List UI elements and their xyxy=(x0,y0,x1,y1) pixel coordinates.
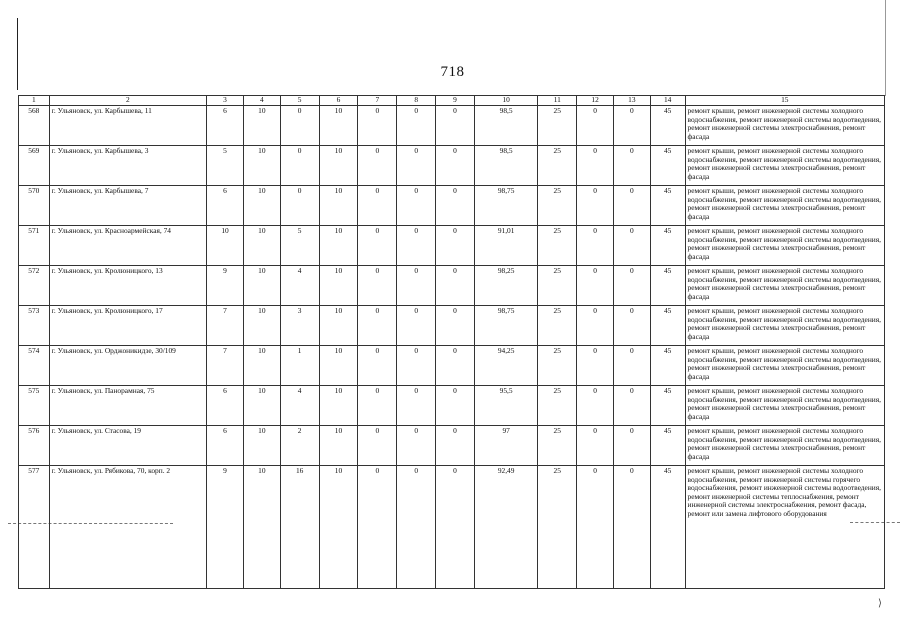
works-cell: ремонт крыши, ремонт инженерной системы холодного водоснабжения, ремонт инженерной системы водоотведения, ремонт инженерной системы электроснабжения, ремонт фасада xyxy=(685,346,884,386)
col7-cell: 0 xyxy=(358,146,397,186)
col14-cell: 45 xyxy=(650,466,685,589)
col12-cell: 0 xyxy=(577,146,614,186)
col8-cell: 0 xyxy=(397,266,436,306)
col12-cell: 0 xyxy=(577,346,614,386)
col13-cell: 0 xyxy=(613,426,650,466)
table-row xyxy=(19,466,885,589)
col8-cell: 0 xyxy=(397,306,436,346)
col6-cell: 10 xyxy=(319,146,358,186)
col8-cell: 0 xyxy=(397,186,436,226)
col7-cell: 0 xyxy=(358,386,397,426)
col14-cell: 45 xyxy=(650,266,685,306)
col13-cell: 0 xyxy=(613,386,650,426)
col4-cell: 10 xyxy=(243,346,280,386)
row-number-cell: 574 xyxy=(19,346,50,386)
col10-cell: 98,75 xyxy=(474,186,537,226)
col4-cell: 10 xyxy=(243,226,280,266)
address-cell: г. Ульяновск, ул. Рябикова, 70, корп. 2 xyxy=(49,466,206,589)
header-cell: 1 xyxy=(19,96,50,106)
works-cell: ремонт крыши, ремонт инженерной системы холодного водоснабжения, ремонт инженерной системы водоотведения, ремонт инженерной системы электроснабжения, ремонт фасада xyxy=(685,106,884,146)
col5-cell: 0 xyxy=(280,146,319,186)
works-cell: ремонт крыши, ремонт инженерной системы холодного водоснабжения, ремонт инженерной системы водоотведения, ремонт инженерной системы электроснабжения, ремонт фасада xyxy=(685,186,884,226)
col11-cell: 25 xyxy=(538,226,577,266)
row-number-cell: 575 xyxy=(19,386,50,426)
col9-cell: 0 xyxy=(436,466,475,589)
header-cell: 10 xyxy=(474,96,537,106)
col8-cell: 0 xyxy=(397,426,436,466)
col3-cell: 7 xyxy=(207,306,244,346)
col9-cell: 0 xyxy=(436,346,475,386)
address-cell: г. Ульяновск, ул. Кролюницкого, 17 xyxy=(49,306,206,346)
col9-cell: 0 xyxy=(436,426,475,466)
address-cell: г. Ульяновск, ул. Панорамная, 75 xyxy=(49,386,206,426)
col3-cell: 6 xyxy=(207,426,244,466)
col10-cell: 98,5 xyxy=(474,146,537,186)
col12-cell: 0 xyxy=(577,186,614,226)
col14-cell: 45 xyxy=(650,426,685,466)
scan-mark-corner: ⟩ xyxy=(878,598,882,609)
row-number-cell: 571 xyxy=(19,226,50,266)
col9-cell: 0 xyxy=(436,106,475,146)
col7-cell: 0 xyxy=(358,466,397,589)
col3-cell: 9 xyxy=(207,466,244,589)
col14-cell: 45 xyxy=(650,226,685,266)
col10-cell: 94,25 xyxy=(474,346,537,386)
col12-cell: 0 xyxy=(577,466,614,589)
header-cell: 9 xyxy=(436,96,475,106)
col5-cell: 2 xyxy=(280,426,319,466)
header-cell: 8 xyxy=(397,96,436,106)
col8-cell: 0 xyxy=(397,226,436,266)
col13-cell: 0 xyxy=(613,466,650,589)
col12-cell: 0 xyxy=(577,266,614,306)
col8-cell: 0 xyxy=(397,346,436,386)
col4-cell: 10 xyxy=(243,386,280,426)
col6-cell: 10 xyxy=(319,346,358,386)
col7-cell: 0 xyxy=(358,266,397,306)
col12-cell: 0 xyxy=(577,226,614,266)
address-cell: г. Ульяновск, ул. Кролюницкого, 13 xyxy=(49,266,206,306)
col7-cell: 0 xyxy=(358,106,397,146)
col3-cell: 6 xyxy=(207,186,244,226)
repair-register-table xyxy=(18,95,885,589)
col8-cell: 0 xyxy=(397,106,436,146)
row-number-cell: 569 xyxy=(19,146,50,186)
col4-cell: 10 xyxy=(243,106,280,146)
col7-cell: 0 xyxy=(358,226,397,266)
col10-cell: 98,5 xyxy=(474,106,537,146)
col9-cell: 0 xyxy=(436,266,475,306)
header-cell: 13 xyxy=(613,96,650,106)
address-cell: г. Ульяновск, ул. Орджоникидзе, 30/109 xyxy=(49,346,206,386)
col6-cell: 10 xyxy=(319,106,358,146)
col9-cell: 0 xyxy=(436,386,475,426)
col13-cell: 0 xyxy=(613,106,650,146)
col14-cell: 45 xyxy=(650,106,685,146)
works-cell: ремонт крыши, ремонт инженерной системы холодного водоснабжения, ремонт инженерной системы водоотведения, ремонт инженерной системы электроснабжения, ремонт фасада xyxy=(685,306,884,346)
col13-cell: 0 xyxy=(613,146,650,186)
address-cell: г. Ульяновск, ул. Карбышева, 3 xyxy=(49,146,206,186)
col14-cell: 45 xyxy=(650,346,685,386)
col4-cell: 10 xyxy=(243,146,280,186)
col3-cell: 7 xyxy=(207,346,244,386)
col7-cell: 0 xyxy=(358,186,397,226)
table-row xyxy=(19,266,885,306)
header-cell: 15 xyxy=(685,96,884,106)
col4-cell: 10 xyxy=(243,266,280,306)
table-row xyxy=(19,146,885,186)
col9-cell: 0 xyxy=(436,146,475,186)
col5-cell: 3 xyxy=(280,306,319,346)
col4-cell: 10 xyxy=(243,466,280,589)
works-cell: ремонт крыши, ремонт инженерной системы холодного водоснабжения, ремонт инженерной системы водоотведения, ремонт инженерной системы электроснабжения, ремонт фасада xyxy=(685,146,884,186)
header-cell: 7 xyxy=(358,96,397,106)
col9-cell: 0 xyxy=(436,306,475,346)
col6-cell: 10 xyxy=(319,226,358,266)
col14-cell: 45 xyxy=(650,306,685,346)
col7-cell: 0 xyxy=(358,426,397,466)
header-row xyxy=(19,96,885,106)
scan-border-right xyxy=(885,0,886,96)
address-cell: г. Ульяновск, ул. Красноармейская, 74 xyxy=(49,226,206,266)
col11-cell: 25 xyxy=(538,186,577,226)
col6-cell: 10 xyxy=(319,186,358,226)
col6-cell: 10 xyxy=(319,466,358,589)
col5-cell: 0 xyxy=(280,186,319,226)
col10-cell: 91,01 xyxy=(474,226,537,266)
table-row xyxy=(19,426,885,466)
col5-cell: 4 xyxy=(280,266,319,306)
col6-cell: 10 xyxy=(319,426,358,466)
row-number-cell: 572 xyxy=(19,266,50,306)
col13-cell: 0 xyxy=(613,346,650,386)
col5-cell: 0 xyxy=(280,106,319,146)
table-row xyxy=(19,346,885,386)
table-row xyxy=(19,106,885,146)
row-number-cell: 576 xyxy=(19,426,50,466)
table-row xyxy=(19,226,885,266)
col10-cell: 98,25 xyxy=(474,266,537,306)
works-cell: ремонт крыши, ремонт инженерной системы холодного водоснабжения, ремонт инженерной системы горячего водоснабжения, ремонт инженерной системы водоотведения, ремонт инженерной системы теплоснабжения, ремонт инженерной системы электроснабжения, ремонт фасада, ремонт или замена лифтового оборудования xyxy=(685,466,884,589)
col3-cell: 5 xyxy=(207,146,244,186)
col11-cell: 25 xyxy=(538,306,577,346)
header-cell: 5 xyxy=(280,96,319,106)
header-cell: 3 xyxy=(207,96,244,106)
row-number-cell: 568 xyxy=(19,106,50,146)
col4-cell: 10 xyxy=(243,186,280,226)
col14-cell: 45 xyxy=(650,386,685,426)
col3-cell: 10 xyxy=(207,226,244,266)
col10-cell: 95,5 xyxy=(474,386,537,426)
col6-cell: 10 xyxy=(319,266,358,306)
col5-cell: 1 xyxy=(280,346,319,386)
col4-cell: 10 xyxy=(243,306,280,346)
col12-cell: 0 xyxy=(577,386,614,426)
row-number-cell: 573 xyxy=(19,306,50,346)
address-cell: г. Ульяновск, ул. Стасова, 19 xyxy=(49,426,206,466)
col5-cell: 16 xyxy=(280,466,319,589)
col13-cell: 0 xyxy=(613,266,650,306)
header-cell: 6 xyxy=(319,96,358,106)
header-cell: 14 xyxy=(650,96,685,106)
table-row xyxy=(19,186,885,226)
address-cell: г. Ульяновск, ул. Карбышева, 11 xyxy=(49,106,206,146)
col14-cell: 45 xyxy=(650,186,685,226)
col5-cell: 5 xyxy=(280,226,319,266)
col14-cell: 45 xyxy=(650,146,685,186)
col3-cell: 6 xyxy=(207,386,244,426)
col11-cell: 25 xyxy=(538,466,577,589)
table-row xyxy=(19,306,885,346)
col6-cell: 10 xyxy=(319,306,358,346)
col11-cell: 25 xyxy=(538,106,577,146)
col13-cell: 0 xyxy=(613,186,650,226)
works-cell: ремонт крыши, ремонт инженерной системы холодного водоснабжения, ремонт инженерной системы водоотведения, ремонт инженерной системы электроснабжения, ремонт фасада xyxy=(685,386,884,426)
col6-cell: 10 xyxy=(319,386,358,426)
col8-cell: 0 xyxy=(397,386,436,426)
table-row xyxy=(19,386,885,426)
col3-cell: 6 xyxy=(207,106,244,146)
works-cell: ремонт крыши, ремонт инженерной системы холодного водоснабжения, ремонт инженерной системы водоотведения, ремонт инженерной системы электроснабжения, ремонт фасада xyxy=(685,226,884,266)
works-cell: ремонт крыши, ремонт инженерной системы холодного водоснабжения, ремонт инженерной системы водоотведения, ремонт инженерной системы электроснабжения, ремонт фасада xyxy=(685,266,884,306)
col8-cell: 0 xyxy=(397,146,436,186)
row-number-cell: 570 xyxy=(19,186,50,226)
col8-cell: 0 xyxy=(397,466,436,589)
col12-cell: 0 xyxy=(577,106,614,146)
col7-cell: 0 xyxy=(358,306,397,346)
col9-cell: 0 xyxy=(436,186,475,226)
table-body xyxy=(19,96,885,589)
col10-cell: 98,75 xyxy=(474,306,537,346)
address-cell: г. Ульяновск, ул. Карбышева, 7 xyxy=(49,186,206,226)
works-cell: ремонт крыши, ремонт инженерной системы холодного водоснабжения, ремонт инженерной системы водоотведения, ремонт инженерной системы электроснабжения, ремонт фасада xyxy=(685,426,884,466)
col10-cell: 97 xyxy=(474,426,537,466)
col11-cell: 25 xyxy=(538,146,577,186)
col11-cell: 25 xyxy=(538,386,577,426)
header-cell: 2 xyxy=(49,96,206,106)
col7-cell: 0 xyxy=(358,346,397,386)
col5-cell: 4 xyxy=(280,386,319,426)
header-cell: 4 xyxy=(243,96,280,106)
header-cell: 12 xyxy=(577,96,614,106)
col11-cell: 25 xyxy=(538,426,577,466)
header-cell: 11 xyxy=(538,96,577,106)
col12-cell: 0 xyxy=(577,426,614,466)
col13-cell: 0 xyxy=(613,306,650,346)
page-number: 718 xyxy=(440,64,465,80)
col3-cell: 9 xyxy=(207,266,244,306)
row-number-cell: 577 xyxy=(19,466,50,589)
col10-cell: 92,49 xyxy=(474,466,537,589)
col12-cell: 0 xyxy=(577,306,614,346)
col4-cell: 10 xyxy=(243,426,280,466)
col9-cell: 0 xyxy=(436,226,475,266)
col11-cell: 25 xyxy=(538,266,577,306)
col13-cell: 0 xyxy=(613,226,650,266)
col11-cell: 25 xyxy=(538,346,577,386)
